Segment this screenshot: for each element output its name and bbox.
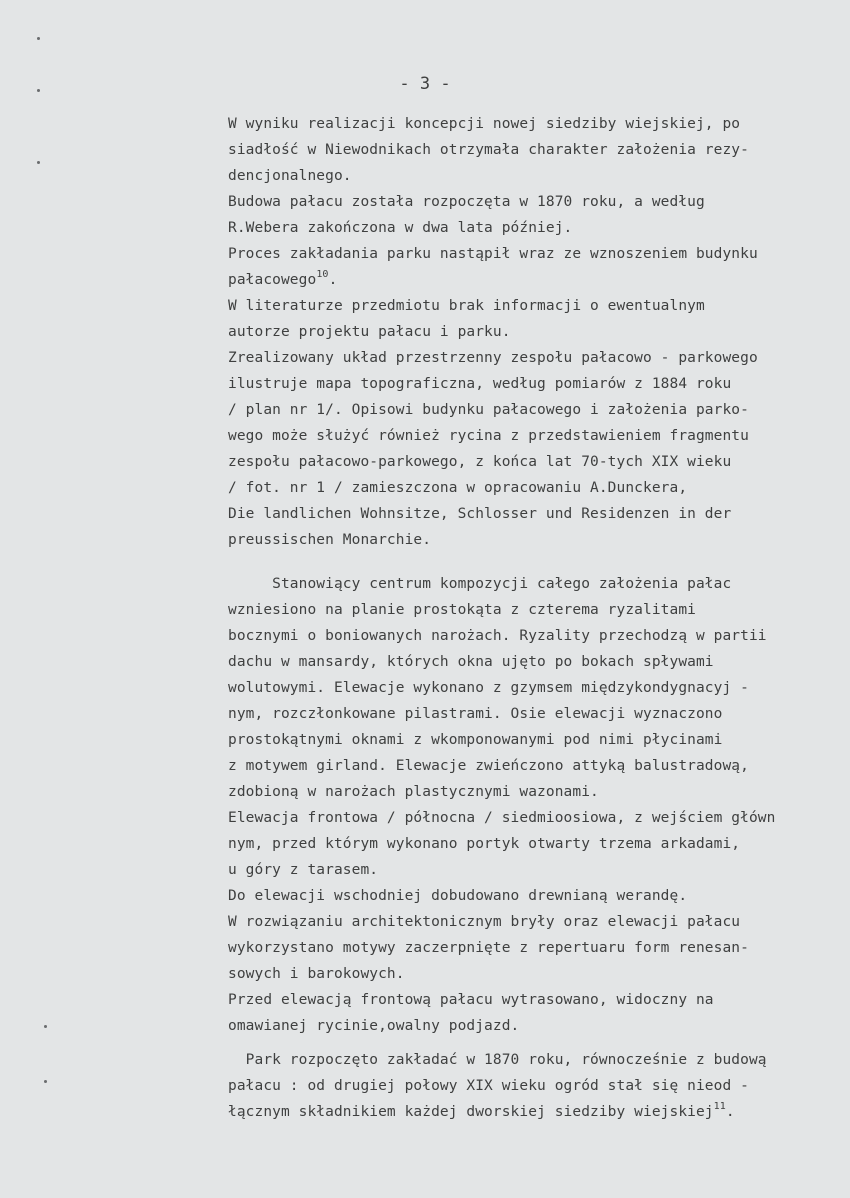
period: . (725, 1104, 735, 1120)
text-fragment: łącznym składnikiem każdej dworskiej siedziby wiejskiej (228, 1104, 714, 1120)
paragraph-gap (228, 553, 840, 571)
body-text (228, 111, 840, 1125)
page-number: - 3 - (399, 74, 451, 94)
text-line: pałacu : od drugiej połowy XIX wieku ogród stał się nieod - (228, 1078, 749, 1094)
paragraph-gap (228, 1039, 840, 1047)
text-line: prostokątnymi oknami z wkomponowanymi pod nimi płycinami (228, 732, 723, 748)
text-line: sowych i barokowych. (228, 966, 405, 982)
text-line: autorze projektu pałacu i parku. (228, 324, 511, 340)
text-line: Park rozpoczęto zakładać w 1870 roku, równocześnie z budową (228, 1052, 767, 1068)
text-line: wzniesiono na planie prostokąta z czterema ryzalitami (228, 602, 696, 618)
text-line: zespołu pałacowo-parkowego, z końca lat 70-tych XIX wieku (228, 454, 732, 470)
text-line: / plan nr 1/. Opisowi budynku pałacowego i założenia parko- (228, 402, 749, 418)
text-line: ilustruje mapa topograficzna, według pomiarów z 1884 roku (228, 376, 732, 392)
text-line-with-footnote (228, 267, 840, 293)
footnote-marker: 10 (316, 269, 329, 280)
text-line: dencjonalnego. (228, 168, 352, 184)
footnote-marker: 11 (713, 1101, 726, 1112)
text-line: siadłość w Niewodnikach otrzymała charakter założenia rezy- (228, 142, 749, 158)
text-line: Die landlichen Wohnsitze, Schlosser und Residenzen in der (228, 506, 732, 522)
text-line: z motywem girland. Elewacje zwieńczono attyką balustradową, (228, 758, 749, 774)
text-line: Zrealizowany układ przestrzenny zespołu pałacowo - parkowego (228, 350, 758, 366)
text-line: wykorzystano motywy zaczerpnięte z repertuaru form renesan- (228, 940, 749, 956)
text-fragment: pałacowego (228, 272, 317, 288)
text-line: preussischen Monarchie. (228, 532, 432, 548)
text-line: Przed elewacją frontową pałacu wytrasowano, widoczny na (228, 992, 714, 1008)
text-line: Do elewacji wschodniej dobudowano drewnianą werandę. (228, 888, 688, 904)
text-line: / fot. nr 1 / zamieszczona w opracowaniu A.Dunckera, (228, 480, 688, 496)
scan-dot (44, 1025, 47, 1028)
text-line: W rozwiązaniu architektonicznym bryły oraz elewacji pałacu (228, 914, 741, 930)
text-line: Proces zakładania parku nastąpił wraz ze wznoszeniem budynku (228, 246, 758, 262)
text-line: nym, rozczłonkowane pilastrami. Osie elewacji wyznaczono (228, 706, 723, 722)
scan-dot (37, 161, 40, 164)
text-line-with-footnote (228, 1099, 840, 1125)
text-line: Stanowiący centrum kompozycji całego założenia pałac (228, 576, 732, 592)
scan-dot (37, 37, 40, 40)
text-line: zdobioną w narożach plastycznymi wazonami. (228, 784, 599, 800)
text-line: wego może służyć również rycina z przedstawieniem fragmentu (228, 428, 749, 444)
text-line: W wyniku realizacji koncepcji nowej siedziby wiejskiej, po (228, 116, 741, 132)
text-line: bocznymi o boniowanych narożach. Ryzality przechodzą w partii (228, 628, 767, 644)
text-line: wolutowymi. Elewacje wykonano z gzymsem międzykondygnacyj - (228, 680, 749, 696)
text-line: Budowa pałacu została rozpoczęta w 1870 roku, a według (228, 194, 705, 210)
text-line: u góry z tarasem. (228, 862, 379, 878)
text-line: omawianej rycinie,owalny podjazd. (228, 1018, 520, 1034)
period: . (328, 272, 338, 288)
text-line: W literaturze przedmiotu brak informacji o ewentualnym (228, 298, 705, 314)
text-line: dachu w mansardy, których okna ujęto po bokach spływami (228, 654, 714, 670)
text-line: nym, przed którym wykonano portyk otwarty trzema arkadami, (228, 836, 741, 852)
text-line: R.Webera zakończona w dwa lata później. (228, 220, 573, 236)
scan-dot (44, 1080, 47, 1083)
text-line: Elewacja frontowa / północna / siedmioosiowa, z wejściem główn (228, 810, 776, 826)
